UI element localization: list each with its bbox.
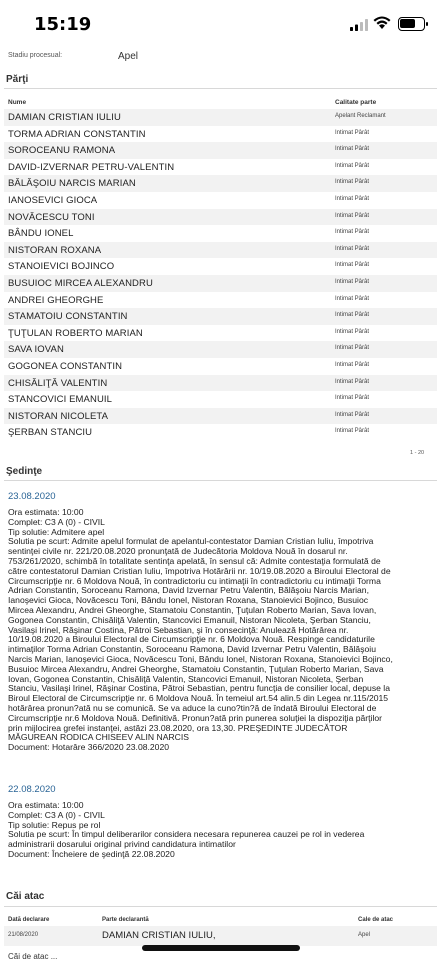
table-row xyxy=(4,292,437,309)
table-row xyxy=(4,175,437,192)
sedinta-line: Complet: C3 A (0) - CIVIL xyxy=(8,516,105,527)
cai-atac-type: Apel xyxy=(358,932,371,938)
home-indicator[interactable] xyxy=(142,945,300,951)
party-role: Intimat Pârât xyxy=(335,129,370,136)
sedinta-details xyxy=(8,801,433,860)
party-name: STANCOVICI EMANUIL xyxy=(8,394,113,406)
party-name: SOROCEANU RAMONA xyxy=(8,145,116,157)
sedinta-line: MĂGUREAN RODICA CHISEEV ALIN NARCIS xyxy=(8,732,189,743)
party-name: NISTORAN NICOLETA xyxy=(8,410,109,422)
table-row xyxy=(4,926,437,946)
sedinte-divider xyxy=(4,480,437,481)
stadiu-procesual xyxy=(0,48,443,68)
parti-divider xyxy=(4,88,437,89)
table-row xyxy=(4,192,437,209)
sedinta-line: Circumscripţie nr.6 Moldova Nouă. Definitivă. Pronun?ată prin punerea soluţiei la dispoziţia părţilor xyxy=(8,712,383,723)
col-date-header: Dată declarare xyxy=(8,917,50,923)
party-role: Intimat Pârât xyxy=(335,179,370,186)
sedinta-line: Mircea Alexandru, Andrei Gheorghe, Stamatoiu Constantin, Ţuţulan Roberto Marian, Sava Iovan, xyxy=(8,604,377,615)
party-role: Intimat Pârât xyxy=(335,229,370,236)
sedinta-line: Tip solutie: Repus pe rol xyxy=(8,819,101,830)
party-role: Intimat Pârât xyxy=(335,162,370,169)
table-row xyxy=(4,408,437,425)
party-name: ŢUŢULAN ROBERTO MARIAN xyxy=(8,327,143,339)
party-role: Intimat Pârât xyxy=(335,328,370,335)
col-name-header: Nume xyxy=(8,99,27,106)
party-name: CHISĂLIŢĂ VALENTIN xyxy=(8,377,108,389)
party-role: Intimat Pârât xyxy=(335,262,370,269)
table-row xyxy=(4,225,437,242)
table-row xyxy=(4,209,437,226)
sedinta-line: 10/19.08.2020 a Biroului Electoral de Circumscripţie nr. 6 Moldova Nouă. Respinge candidaturile xyxy=(8,634,375,645)
table-row xyxy=(4,325,437,342)
party-name: DAMIAN CRISTIAN IULIU xyxy=(8,112,121,123)
party-name: ANDREI GHEORGHE xyxy=(8,294,104,306)
party-name: NISTORAN ROXANA xyxy=(8,244,102,256)
sedinta-line: intimaţilor Torma Adrian Constantin, Soroceanu Ramona, David Izvernar Petru Valentin, Bălăşoiu xyxy=(8,644,376,655)
party-name: ŞERBAN STANCIU xyxy=(8,427,93,439)
sedinta-line: Gogonea Constantin, Chisăliţă Valentin, Stancovici Emanuil, Nistoran Nicoleta, Şerban Stanciu, xyxy=(8,614,371,625)
party-name: STAMATOIU CONSTANTIN xyxy=(8,311,128,323)
party-role: Intimat Pârât xyxy=(335,378,370,385)
sedinta-line: Busuioc Mircea Alexandru, Andrei Gheorghe, Stamatoiu Constantin, Ţuţulan Roberto Marian, Sava xyxy=(8,663,384,674)
sedinta-line: Document: Hotarâre 366/2020 23.08.2020 xyxy=(8,742,170,753)
cellular-signal-icon xyxy=(350,19,368,31)
party-name: BĂLĂŞOIU NARCIS MARIAN xyxy=(8,178,136,190)
party-role: Intimat Pârât xyxy=(335,212,370,219)
sedinta-line: hotărârea pronun?ată nu se comunică. Se va aduce la cuno?tin?ă de îndată Biroului Electoral de xyxy=(8,702,377,713)
party-role: Intimat Pârât xyxy=(335,395,370,402)
sedinta-line: Adrian Constantin, Soroceanu Ramona, David Izvernar Petru Valentin, Bălăşoiu Narcis Marian, xyxy=(8,585,369,596)
party-name: IANOSEVICI GIOCA xyxy=(8,195,98,206)
sedinta-line: Solutia pe scurt: Admite apelul formulat de apelantul-contestator Damian Cristian Iuliu, împotriva xyxy=(8,536,374,547)
table-row xyxy=(4,308,437,325)
party-name: BUSUIOC MIRCEA ALEXANDRU xyxy=(8,278,153,289)
party-role: Intimat Pârât xyxy=(335,411,370,418)
stadiu-label: Stadiu procesual: xyxy=(8,52,63,59)
sedinta-line: Vasilaşi Irinel, Răşinar Costina, Pătroi Sebastian, şi în consecinţă: Anulează Hotărârea nr. xyxy=(8,624,349,635)
wifi-icon xyxy=(373,16,391,30)
parti-table-header xyxy=(4,96,437,108)
stadiu-value: Apel xyxy=(118,51,139,62)
sedinta-line: Complet: C3 A (0) - CIVIL xyxy=(8,809,105,820)
table-row xyxy=(4,391,437,408)
table-row xyxy=(4,159,437,176)
cai-atac-party: DAMIAN CRISTIAN IULIU, xyxy=(102,930,216,941)
party-role: Intimat Pârât xyxy=(335,196,370,202)
table-row xyxy=(4,242,437,259)
table-row xyxy=(4,258,437,275)
cai-atac-date: 21/08/2020 xyxy=(8,932,39,938)
party-name: STANOIEVICI BOJINCO xyxy=(8,261,115,273)
sedinta-line: Ora estimata: 10:00 xyxy=(8,507,84,517)
sedinta-line: Ora estimata: 10:00 xyxy=(8,800,84,810)
party-role: Intimat Pârât xyxy=(335,295,370,302)
sedinta-line: 753/261/2020, schimbă în totalitate sentinţa apelată, în sensul că: Admite contestaţia formulată de xyxy=(8,555,381,566)
battery-icon xyxy=(398,17,425,31)
sedinta-date[interactable]: 23.08.2020 xyxy=(8,491,56,502)
party-role: Intimat Pârât xyxy=(335,146,370,153)
table-row xyxy=(4,358,437,375)
sedinta-date[interactable]: 22.08.2020 xyxy=(8,784,56,795)
status-time: 15:19 xyxy=(34,14,92,35)
party-name: TORMA ADRIAN CONSTANTIN xyxy=(8,128,146,140)
party-name: BÂNDU IONEL xyxy=(8,228,74,240)
cut-off-text: Căi de atac ... xyxy=(8,952,58,960)
sedinta-line: sentinţei civile nr. 221/20.08.2020 pronunţată de Judecătoria Moldova Nouă în dosarul nr. xyxy=(8,546,348,557)
party-role: Intimat Pârât xyxy=(335,245,370,252)
pagination[interactable]: 1 - 20 xyxy=(410,450,425,456)
col-type-header: Cale de atac xyxy=(358,917,394,923)
party-role: Intimat Pârât xyxy=(335,345,370,352)
sedinta-line: Narcis Marian, Ianoşevici Gioca, Novăcescu Toni, Bându Ionel, Nistoran Roxana, Stanoievici Bojinco, xyxy=(8,653,393,664)
sedinta-line: Iovan, Gogonea Constantin, Chisăliţă Valentin, Stancovici Emanuil, Nistoran Nicoleta, Şerban xyxy=(8,673,364,684)
table-row xyxy=(4,109,437,126)
status-bar xyxy=(0,0,443,48)
table-row xyxy=(4,126,437,143)
table-row xyxy=(4,341,437,358)
sedinta-line: Document: Încheiere de şedinţă 22.08.2020 xyxy=(8,848,175,859)
sedinta-line: prin mijlocirea grefei instanţei, astăzi 23.08.2020, ora 13,30. PREŞEDINTE JUDECĂTOR xyxy=(8,722,348,733)
party-role: Apelant Reclamant xyxy=(335,113,386,119)
col-role-header: Calitate parte xyxy=(335,99,377,106)
party-name: SAVA IOVAN xyxy=(8,344,64,356)
sedinta-line: Circumscripţie nr. 6 Moldova Nouă, în contradictoriu cu intimaţii în contradictoriu cu intimaţii Torma xyxy=(8,575,381,586)
col-party-header: Parte declarantă xyxy=(102,917,149,923)
sedinta-line: Ianoşevici Gioca, Novăcescu Toni, Bându Ionel, Nistoran Roxana, Stanoievici Bojinco, Busuioc xyxy=(8,595,369,606)
sedinta-line: administrarii dosarului original privind candidatura intimatilor xyxy=(8,839,236,850)
party-role: Intimat Pârât xyxy=(335,312,370,319)
sedinta-line: către contestatorul Damian Cristian Iuliu, împotriva Hotărârii nr. 10/19.08.2020 a Biroului Electoral de xyxy=(8,565,391,576)
party-name: NOVĂCESCU TONI xyxy=(8,211,95,223)
table-row xyxy=(4,275,437,292)
table-row xyxy=(4,142,437,159)
cai-atac-title: Căi atac xyxy=(6,891,45,902)
cai-atac-table-header xyxy=(4,912,437,926)
cai-atac-divider xyxy=(4,906,437,907)
sedinte-title: Şedinţe xyxy=(6,466,43,477)
table-row xyxy=(4,424,437,441)
parti-title: Părţi xyxy=(6,74,29,85)
party-role: Intimat Pârât xyxy=(335,428,370,435)
sedinta-line: Tip solutie: Admitere apel xyxy=(8,526,105,537)
sedinta-line: Stanciu, Vasilaşi Irinel, Răşinar Costina, Pătroi Sebastian, pentru funcţia de consilier local, depuse la xyxy=(8,683,390,694)
sedinta-line: Solutia pe scurt: În timpul deliberarilor considera necesara repunerea cauzei pe rol in vederea xyxy=(8,829,365,840)
party-name: GOGONEA CONSTANTIN xyxy=(8,361,123,372)
sedinta-line: Biroul Electoral de Circumscripţie nr. 6 Moldova Nouă. În temeiul art.54 alin.5 din Legea nr.115/2015 xyxy=(8,693,389,704)
party-name: DAVID-IZVERNAR PETRU-VALENTIN xyxy=(8,161,175,173)
party-role: Intimat Pârât xyxy=(335,362,370,368)
sedinta-details xyxy=(8,508,433,753)
party-role: Intimat Pârât xyxy=(335,279,370,285)
table-row xyxy=(4,375,437,392)
